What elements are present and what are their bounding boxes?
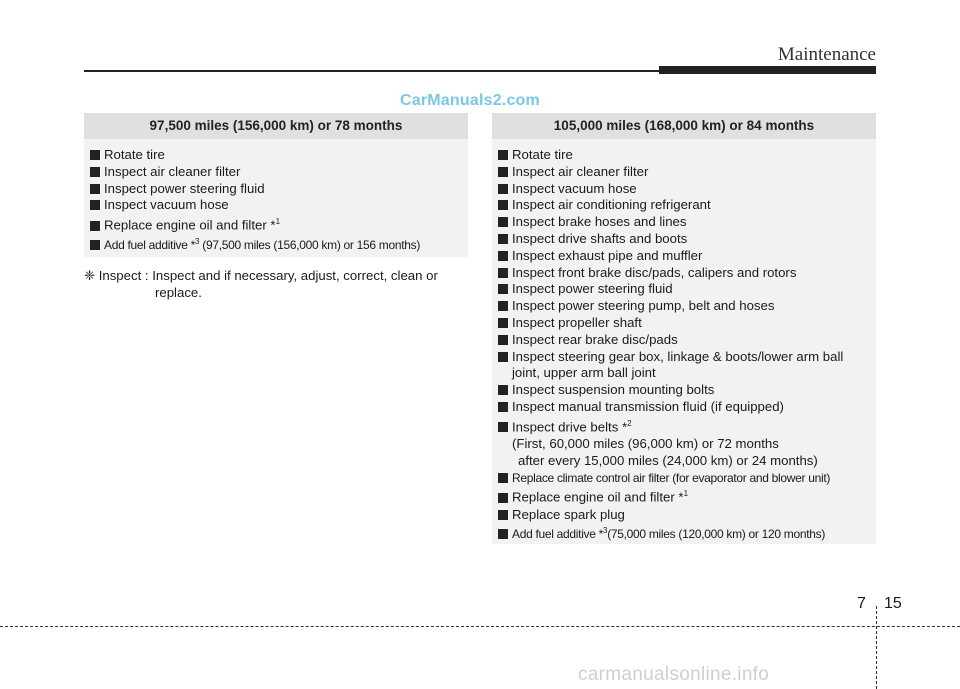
checkbox-icon	[498, 284, 508, 294]
checkbox-icon	[498, 234, 508, 244]
checkbox-icon	[498, 167, 508, 177]
list-item-continuation: after every 15,000 miles (24,000 km) or 24 months)	[518, 452, 818, 468]
footer-rule	[0, 626, 960, 627]
list-item: Rotate tire	[498, 147, 876, 164]
list-item: Inspect power steering fluid	[498, 281, 876, 298]
schedule-97500	[84, 113, 468, 257]
watermark-bottom: carmanualsonline.info	[578, 664, 770, 685]
list-item: Inspect propeller shaft	[498, 315, 876, 332]
checkbox-icon	[498, 352, 508, 362]
checkbox-icon	[90, 221, 100, 231]
checkbox-icon	[498, 493, 508, 503]
list-item: Inspect power steering pump, belt and hoses	[498, 298, 876, 315]
list-item: Add fuel additive *$^3$ (97,500 miles (156,000 km) or 156 months)	[90, 234, 468, 254]
checkbox-icon	[90, 167, 100, 177]
panel-title: 105,000 miles (168,000 km) or 84 months	[492, 113, 876, 139]
checkbox-icon	[498, 251, 508, 261]
checkbox-icon	[498, 335, 508, 345]
checkbox-icon	[498, 422, 508, 432]
checkbox-icon	[498, 510, 508, 520]
list-item: Inspect suspension mounting bolts	[498, 382, 876, 399]
list-item: Inspect exhaust pipe and muffler	[498, 248, 876, 265]
list-item: Replace engine oil and filter *$^1$	[90, 214, 468, 234]
list-item: Inspect drive belts *$^2$	[498, 416, 876, 436]
list-item: Inspect vacuum hose	[498, 181, 876, 198]
list-item: Inspect air conditioning refrigerant	[498, 197, 876, 214]
checkbox-icon	[498, 318, 508, 328]
checkbox-icon	[498, 473, 508, 483]
list-item: Replace spark plug	[498, 507, 876, 524]
header-rule-bold	[659, 66, 876, 74]
checkbox-icon	[90, 150, 100, 160]
list-item: Replace climate control air filter (for evaporator and blower unit)	[498, 470, 876, 487]
page-number: 15	[884, 595, 902, 612]
checkbox-icon	[90, 240, 100, 250]
list-item: Inspect manual transmission fluid (if equipped)	[498, 399, 876, 416]
list-item-continuation: (First, 60,000 miles (96,000 km) or 72 months	[512, 435, 779, 451]
list-item: Rotate tire	[90, 147, 468, 164]
checkbox-icon	[498, 301, 508, 311]
checkbox-icon	[90, 200, 100, 210]
list-item: Replace engine oil and filter *$^1$	[498, 486, 876, 506]
list-item-continuation: joint, upper arm ball joint	[512, 365, 656, 381]
list-item: Inspect air cleaner filter	[90, 164, 468, 181]
list-item: Inspect power steering fluid	[90, 181, 468, 198]
list-item: Inspect drive shafts and boots	[498, 231, 876, 248]
list-item: Inspect vacuum hose	[90, 197, 468, 214]
list-item: Inspect steering gear box, linkage & boots/lower arm ball	[498, 349, 876, 366]
list-item: Inspect air cleaner filter	[498, 164, 876, 181]
page-divider	[876, 606, 877, 689]
checkbox-icon	[90, 184, 100, 194]
header-rule	[84, 70, 659, 72]
checkbox-icon	[498, 268, 508, 278]
schedule-105000	[492, 113, 876, 544]
checkbox-icon	[498, 200, 508, 210]
list-item: Inspect rear brake disc/pads	[498, 332, 876, 349]
checkbox-icon	[498, 529, 508, 539]
list-item: Add fuel additive *$^3$(75,000 miles (120,000 km) or 120 months)	[498, 523, 876, 543]
inspect-note: ❈ Inspect : Inspect and if necessary, adjust, correct, clean or replace.	[84, 268, 438, 300]
panel-title: 97,500 miles (156,000 km) or 78 months	[84, 113, 468, 139]
checkbox-icon	[498, 184, 508, 194]
list-item: Inspect brake hoses and lines	[498, 214, 876, 231]
checkbox-icon	[498, 150, 508, 160]
watermark-top: CarManuals2.com	[400, 92, 540, 109]
chapter-number: 7	[857, 595, 866, 612]
checkbox-icon	[498, 402, 508, 412]
section-title: Maintenance	[777, 44, 876, 65]
checkbox-icon	[498, 217, 508, 227]
checkbox-icon	[498, 385, 508, 395]
list-item: Inspect front brake disc/pads, calipers and rotors	[498, 265, 876, 282]
